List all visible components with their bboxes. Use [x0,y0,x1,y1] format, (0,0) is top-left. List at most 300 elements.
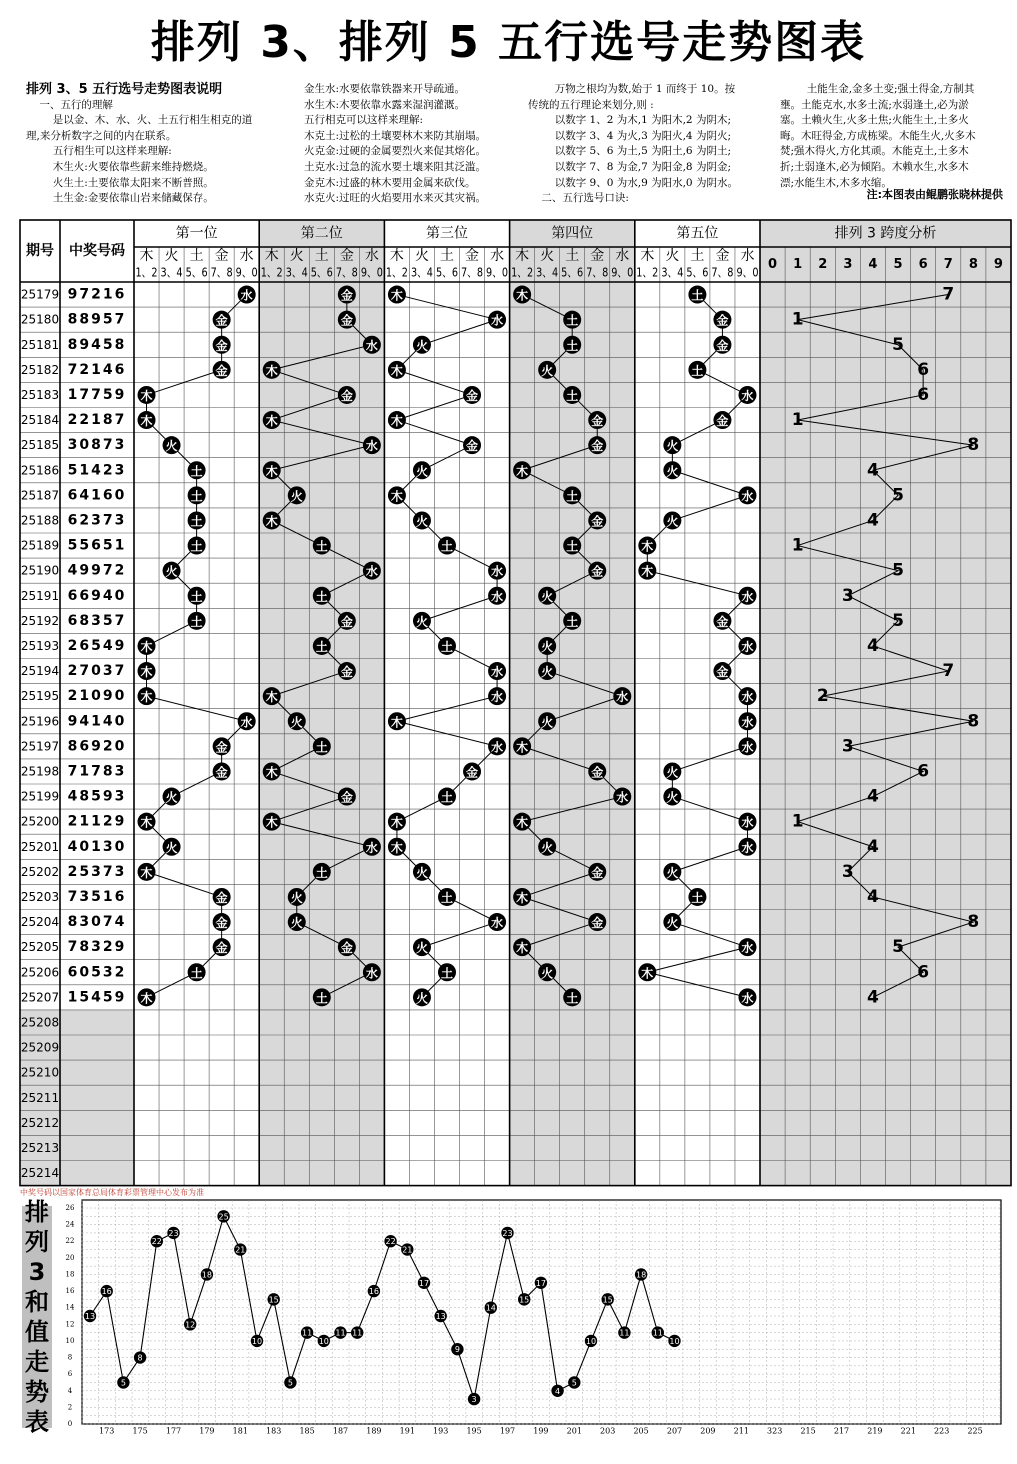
span-value: 5 [892,610,904,631]
digit-label: 1、2 [511,265,534,280]
element-ball-label: 木 [140,388,153,403]
element-ball-label: 木 [390,288,403,303]
note-line: 水克火:过旺的火焰要用水来灭其灾祸。 [304,192,487,205]
span-header: 排列 3 跨度分析 [834,225,937,242]
note-line: 以数字 3、4 为火,3 为阳火,4 为阴火; [528,129,731,142]
element-ball-label: 土 [190,614,203,629]
element-ball-label: 木 [140,865,153,880]
note-line: 二、五行选号口诀: [528,192,629,205]
sum-point-label: 14 [485,1303,496,1313]
number-cell: 68357 [67,612,127,629]
sum-point-label: 22 [151,1237,162,1247]
element-ball-label: 金 [215,890,228,905]
span-value: 5 [892,334,904,355]
span-value: 6 [917,384,930,405]
element-ball-label: 金 [340,614,353,629]
element-label: 水 [490,248,505,264]
element-label: 火 [414,248,429,264]
position-header: 第五位 [676,225,719,242]
note-line: 万物之根均为数,始于 1 而终于 10。按 [528,83,736,95]
note-line: 木克土:过松的土壤要林木来防其崩塌。 [304,129,487,142]
sum-x-tick: 185 [299,1426,315,1436]
element-ball-label: 水 [741,740,754,755]
digit-label: 5、6 [686,265,709,280]
element-ball-label: 水 [365,338,378,353]
note-line: 以数字 7、8 为金,7 为阳金,8 为阴金; [528,160,731,173]
element-ball-label: 金 [591,916,604,931]
span-value: 4 [867,836,879,857]
period-cell: 25183 [20,387,60,402]
element-ball-label: 土 [315,539,328,554]
digit-label: 5、6 [185,265,208,280]
sum-x-tick: 223 [934,1426,950,1436]
element-label: 火 [540,248,555,264]
number-cell: 88957 [67,311,127,328]
element-ball-label: 木 [641,539,654,554]
element-label: 水 [740,248,755,264]
element-ball-label: 金 [716,414,729,429]
period-cell: 25196 [20,714,60,729]
number-cell: 55651 [67,537,127,554]
sum-point-label: 16 [101,1287,112,1297]
element-ball-label: 金 [215,941,228,956]
element-label: 木 [515,248,530,264]
sum-x-tick: 189 [366,1426,382,1436]
number-cell: 17759 [67,386,127,403]
note-line: 水生木:木要依靠水露来湿润灌溉。 [304,98,466,111]
sum-x-tick: 211 [733,1426,749,1436]
note-line: 金克木:过盛的林木要用金属来砍伐。 [304,176,476,189]
period-cell: 25201 [20,839,60,854]
number-cell: 60532 [67,964,127,981]
element-ball-label: 水 [240,288,253,303]
period-cell: 25186 [20,463,60,478]
sum-chart-grid [82,1200,1001,1424]
element-ball-label: 火 [541,966,554,981]
position-header: 第四位 [551,225,594,242]
element-ball-label: 水 [365,439,378,454]
note-line: 火生土:土要依靠太阳来不断普照。 [26,176,214,189]
period-cell: 25180 [20,312,60,327]
number-cell: 86920 [67,738,127,755]
period-cell: 25197 [20,739,60,754]
number-cell: 83074 [67,914,127,931]
element-ball-label: 木 [265,765,278,780]
position-header: 第三位 [426,225,468,242]
element-ball-label: 水 [741,489,754,504]
span-value: 2 [816,686,829,707]
credit-note: 注:本图表由鲲鹏张晓林提供 [866,188,1003,201]
digit-label: 1、2 [385,265,408,280]
element-label: 金 [590,248,605,264]
period-cell: 25213 [20,1140,60,1155]
sum-title-char: 3 [28,1258,46,1286]
element-ball-label: 火 [290,916,303,931]
sum-y-tick: 26 [65,1204,75,1212]
number-cell: 89458 [67,336,127,353]
element-ball-label: 土 [566,313,579,328]
sum-point-label: 18 [636,1270,647,1280]
element-ball-label: 水 [491,690,504,705]
element-ball-label: 水 [741,388,754,403]
number-cell: 21090 [67,688,127,705]
sum-y-tick: 2 [67,1403,73,1412]
element-ball-label: 火 [290,890,303,905]
number-cell: 22187 [67,412,127,429]
span-digit-header: 2 [818,257,828,272]
sum-x-tick: 195 [466,1426,482,1436]
element-ball-label: 土 [691,288,704,303]
element-ball-label: 木 [140,815,153,830]
number-cell: 21129 [67,813,127,830]
sum-x-tick: 199 [533,1426,549,1436]
digit-label: 9、0 [736,265,759,280]
element-ball-label: 水 [741,715,754,730]
sum-title-char: 势 [25,1378,49,1406]
element-ball-label: 土 [566,338,579,353]
period-cell: 25181 [20,337,60,352]
number-cell: 73516 [67,888,127,905]
element-ball-label: 水 [616,790,629,805]
sum-point-label: 18 [201,1270,212,1280]
sum-chart-frame [82,1200,1001,1424]
element-ball-label: 木 [140,690,153,705]
sum-y-tick: 6 [67,1370,73,1379]
element-ball-label: 火 [415,464,428,479]
element-ball-label: 火 [666,514,679,529]
period-cell: 25198 [20,764,60,779]
span-digit-header: 5 [893,257,903,272]
note-line: 一、五行的理解 [26,98,113,111]
span-digit-header: 1 [793,257,803,272]
note-line: 火克金:过硬的金属要烈火来促其熔化。 [304,145,487,158]
sum-point-label: 8 [137,1353,143,1363]
element-ball-label: 水 [491,916,504,931]
element-label: 土 [314,248,329,264]
element-ball-label: 火 [415,991,428,1006]
digit-label: 3、4 [285,265,308,280]
element-label: 金 [339,248,354,264]
element-ball-label: 木 [140,639,153,654]
sum-y-tick: 18 [65,1270,75,1279]
sum-point-label: 9 [454,1345,460,1355]
span-value: 8 [967,435,980,456]
sum-point-label: 15 [268,1295,279,1305]
element-ball-label: 金 [215,338,228,353]
span-digit-header: 7 [943,257,953,272]
element-ball-label: 金 [215,765,228,780]
element-label: 木 [139,248,154,264]
period-cell: 25202 [20,864,60,879]
element-ball-label: 木 [140,414,153,429]
element-ball-label: 金 [466,388,479,403]
number-cell: 48593 [67,788,127,805]
element-ball-label: 火 [415,514,428,529]
sum-x-tick: 219 [867,1426,883,1436]
element-ball-label: 火 [541,639,554,654]
sum-point-label: 21 [235,1245,246,1255]
number-cell: 94140 [67,713,127,730]
element-ball-label: 火 [666,765,679,780]
element-label: 土 [690,248,705,264]
note-line: 土克水:过急的流水要土壤来阻其泛滥。 [304,160,487,173]
sum-point-label: 11 [335,1328,346,1338]
sum-point-label: 5 [571,1378,577,1388]
element-ball-label: 木 [516,740,529,755]
sum-point-label: 17 [418,1278,430,1288]
span-value: 5 [892,485,904,506]
note-line: 土生金:金要依靠山岩来储藏保存。 [26,192,214,205]
element-ball-label: 木 [265,514,278,529]
element-ball-label: 木 [390,815,403,830]
period-cell: 25191 [20,588,60,603]
note-line: 五行相生可以这样来理解: [26,145,172,158]
period-cell: 25193 [20,638,60,653]
sum-point-label: 16 [368,1287,379,1297]
element-ball-label: 木 [140,991,153,1006]
element-ball-label: 木 [265,363,278,378]
period-cell: 25204 [20,915,60,930]
period-cell: 25214 [20,1166,60,1181]
element-ball-label: 火 [666,464,679,479]
page-title: 排列 3、排列 5 五行选号走势图表 [150,17,867,68]
span-value: 7 [942,661,955,682]
element-ball-label: 木 [265,464,278,479]
element-ball-label: 土 [691,890,704,905]
sum-title-char: 排 [25,1198,49,1226]
element-ball-label: 金 [591,865,604,880]
sum-y-tick: 8 [67,1353,73,1362]
element-ball-label: 土 [566,991,579,1006]
note-line: 折;土弱逢木,必为倾陷。木赖水生,水多木 [780,160,969,173]
sum-point-label: 4 [555,1386,561,1396]
period-cell: 25192 [20,613,60,628]
element-ball-label: 金 [340,790,353,805]
element-ball-label: 火 [290,489,303,504]
element-ball-label: 木 [265,815,278,830]
span-value: 4 [867,886,879,907]
digit-label: 5、6 [561,265,584,280]
sum-x-tick: 217 [833,1426,850,1436]
sum-point-label: 13 [435,1312,446,1321]
period-cell: 25209 [20,1040,60,1055]
sum-point-label: 3 [471,1395,477,1405]
period-cell: 25188 [20,513,60,528]
digit-label: 7、8 [586,265,609,280]
element-ball-label: 金 [716,614,729,629]
span-value: 3 [841,736,854,757]
sum-y-tick: 0 [67,1420,73,1428]
period-cell: 25212 [20,1115,60,1130]
element-ball-label: 火 [165,439,178,454]
sum-y-tick: 12 [65,1320,75,1329]
sum-chart-title [22,1198,52,1436]
element-ball-label: 金 [340,388,353,403]
number-cell: 62373 [67,512,127,529]
note-line: 壅。土能克水,水多土流;水弱逢土,必为淤 [780,98,969,111]
element-ball-label: 水 [741,991,754,1006]
period-cell: 25211 [20,1090,60,1105]
note-line: 是以金、木、水、火、土五行相生相克的道 [26,114,253,127]
number-header: 中奖号码 [69,243,125,259]
number-cell: 49972 [67,562,127,579]
element-ball-label: 土 [566,489,579,504]
digit-label: 9、0 [360,265,383,280]
source-note: 中奖号码以国家体育总局体育彩票管理中心发布为准 [20,1188,204,1197]
number-cell: 51423 [67,462,127,479]
element-ball-label: 火 [666,865,679,880]
element-ball-label: 土 [566,388,579,403]
element-ball-label: 木 [390,715,403,730]
note-line: 五行相克可以这样来理解: [304,114,424,127]
sum-point-label: 10 [251,1336,263,1346]
sum-point-label: 13 [84,1312,96,1321]
sum-x-tick: 225 [967,1426,983,1436]
element-ball-label: 金 [215,916,228,931]
number-cell: 66940 [67,587,127,604]
span-value: 4 [867,786,879,807]
element-ball-label: 金 [340,665,353,680]
span-value: 3 [841,585,854,606]
element-ball-label: 火 [541,715,554,730]
note-line: 以数字 9、0 为水,9 为阳水,0 为阴水。 [528,176,738,189]
note-line: 理,来分析数字之间的内在联系。 [26,129,177,142]
note-line: 土能生金,金多土变;强土得金,方制其 [780,83,975,95]
period-cell: 25182 [20,362,60,377]
element-ball-label: 火 [415,941,428,956]
span-digit-header: 3 [843,257,853,272]
element-label: 水 [239,248,254,264]
element-ball-label: 土 [440,966,454,981]
element-ball-label: 火 [415,338,428,353]
span-value: 8 [967,912,980,933]
number-cell: 64160 [67,487,127,504]
period-cell: 25179 [20,287,60,302]
element-label: 水 [615,248,630,264]
element-ball-label: 土 [190,464,203,479]
element-label: 金 [715,248,730,264]
element-ball-label: 火 [415,614,428,629]
sum-point-label: 11 [652,1328,663,1338]
element-ball-label: 土 [440,890,454,905]
number-cell: 26549 [67,637,127,654]
element-ball-label: 金 [340,288,353,303]
digit-label: 3、4 [536,265,559,280]
digit-label: 1、2 [636,265,659,280]
element-ball-label: 土 [315,865,328,880]
element-ball-label: 土 [440,790,454,805]
sum-y-tick: 14 [65,1303,75,1312]
period-cell: 25189 [20,538,60,553]
element-ball-label: 木 [265,690,278,705]
element-ball-label: 水 [491,564,504,579]
element-ball-label: 木 [390,363,403,378]
sum-point-label: 15 [602,1295,613,1305]
element-ball-label: 土 [691,363,704,378]
element-ball-label: 金 [591,514,604,529]
element-ball-label: 金 [716,313,729,328]
element-ball-label: 水 [616,690,629,705]
element-label: 金 [465,248,480,264]
sum-x-tick: 221 [900,1426,916,1436]
period-cell: 25200 [20,814,60,829]
span-digit-header: 6 [918,257,928,272]
element-ball-label: 土 [190,539,203,554]
element-ball-label: 金 [591,439,604,454]
period-cell: 25184 [20,413,60,428]
sum-y-tick: 22 [65,1237,75,1246]
element-ball-label: 金 [466,439,479,454]
period-cell: 25203 [20,889,60,904]
number-cell: 30873 [67,437,127,454]
element-label: 火 [164,248,179,264]
element-ball-label: 水 [741,941,754,956]
sum-x-tick: 323 [767,1426,783,1436]
digit-label: 9、0 [611,265,634,280]
element-label: 土 [440,248,454,264]
element-label: 木 [389,248,404,264]
period-cell: 25187 [20,488,60,503]
element-ball-label: 金 [340,941,353,956]
sum-point-label: 10 [669,1336,680,1346]
sum-x-tick: 215 [800,1426,816,1436]
element-ball-label: 金 [716,665,729,680]
element-ball-label: 水 [491,740,504,755]
sum-x-tick: 175 [132,1426,148,1436]
span-value: 6 [917,359,930,380]
sum-title-char: 走 [25,1348,49,1376]
element-ball-label: 火 [165,790,178,805]
element-ball-label: 火 [666,790,679,805]
span-value: 4 [867,460,879,481]
element-ball-label: 水 [365,564,378,579]
span-value: 4 [867,635,879,656]
sum-y-tick: 16 [65,1287,75,1296]
element-ball-label: 金 [215,363,228,378]
period-cell: 25190 [20,563,60,578]
element-ball-label: 土 [315,639,328,654]
sum-x-tick: 187 [332,1426,349,1436]
digit-label: 3、4 [410,265,433,280]
note-line: 木生火:火要依靠些薪来维持燃烧。 [26,160,214,173]
sum-x-tick: 193 [433,1426,449,1436]
sum-x-tick: 179 [199,1426,215,1436]
sum-x-tick: 207 [666,1426,683,1436]
note-line: 以数字 1、2 为木,1 为阳木,2 为阴木; [528,114,731,127]
period-cell: 25195 [20,689,60,704]
element-ball-label: 水 [365,966,378,981]
sum-point-label: 11 [302,1328,313,1338]
element-ball-label: 金 [591,564,604,579]
sum-title-char: 表 [25,1408,49,1436]
element-ball-label: 水 [491,589,504,604]
note-line: 传统的五行理论来划分,则 : [528,98,654,111]
element-ball-label: 木 [516,890,529,905]
element-ball-label: 火 [165,564,178,579]
element-ball-label: 木 [516,288,529,303]
sum-x-tick: 183 [266,1426,282,1436]
element-ball-label: 土 [566,539,579,554]
element-ball-label: 火 [541,363,554,378]
element-ball-label: 金 [215,313,228,328]
element-ball-label: 火 [415,865,428,880]
span-value: 7 [942,284,955,305]
sum-y-tick: 20 [65,1253,75,1262]
span-value: 6 [917,761,930,782]
span-value: 4 [867,510,879,531]
element-ball-label: 水 [365,840,378,855]
note-line: 以数字 5、6 为土,5 为阳土,6 为阴土; [528,145,731,158]
